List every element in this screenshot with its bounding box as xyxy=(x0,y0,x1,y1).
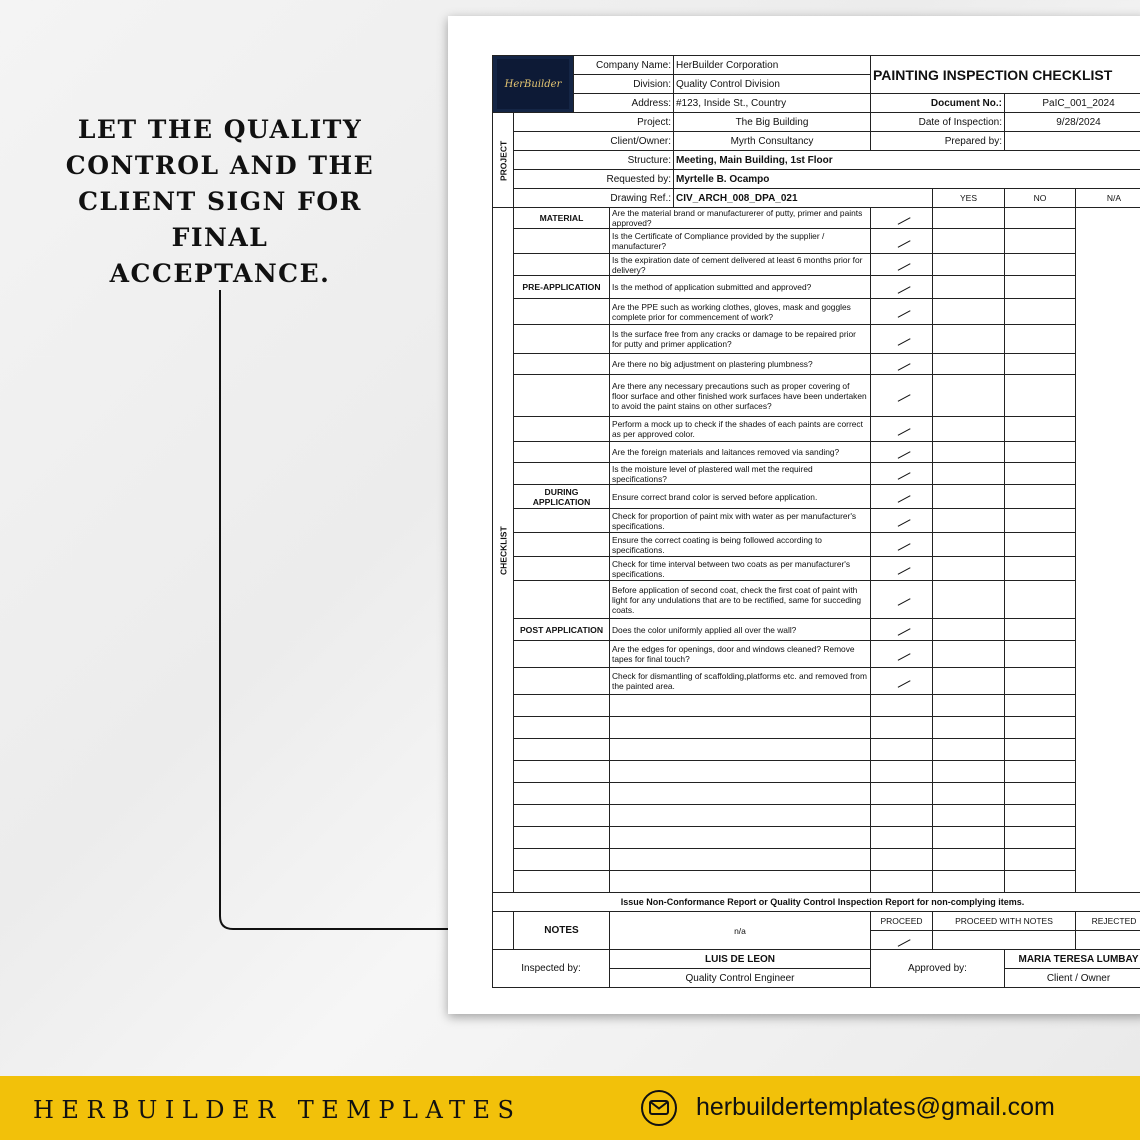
na-checkbox[interactable] xyxy=(1005,717,1076,739)
empty-item-cell[interactable] xyxy=(610,761,871,783)
empty-category-cell xyxy=(514,849,610,871)
date-label: Date of Inspection: xyxy=(871,113,1005,132)
check-mark-icon xyxy=(893,535,910,550)
rejected-label: REJECTED xyxy=(1076,912,1140,931)
checklist-category: MATERIAL xyxy=(514,208,610,229)
no-checkbox[interactable] xyxy=(933,805,1005,827)
inspection-form xyxy=(492,55,1140,988)
no-checkbox[interactable] xyxy=(933,827,1005,849)
empty-category-cell xyxy=(514,805,610,827)
checklist-empty-row xyxy=(493,739,1140,761)
no-checkbox[interactable] xyxy=(933,463,1005,485)
checklist-row xyxy=(493,581,1140,619)
check-mark-icon xyxy=(893,645,910,660)
inspector-name: LUIS DE LEON xyxy=(610,950,871,969)
check-mark-icon xyxy=(893,386,910,401)
checklist-empty-row xyxy=(493,761,1140,783)
proceed-notes-label: PROCEED WITH NOTES xyxy=(933,912,1076,931)
check-mark-icon xyxy=(893,559,910,574)
no-checkbox[interactable] xyxy=(933,325,1005,354)
check-mark-icon xyxy=(893,232,910,247)
checklist-item-text: Are the PPE such as working clothes, gloves, mask and goggles complete prior for commencement of work? xyxy=(610,299,871,325)
no-checkbox[interactable] xyxy=(933,761,1005,783)
approver-role: Client / Owner xyxy=(1005,969,1140,988)
no-checkbox[interactable] xyxy=(933,442,1005,463)
yes-checkbox[interactable] xyxy=(871,325,933,354)
na-checkbox[interactable] xyxy=(1005,254,1076,276)
na-checkbox[interactable] xyxy=(1005,375,1076,417)
checklist-row xyxy=(493,463,1140,485)
na-checkbox[interactable] xyxy=(1005,417,1076,442)
checklist-category xyxy=(514,641,610,668)
client-value: Myrth Consultancy xyxy=(674,132,871,151)
division-value: Quality Control Division xyxy=(674,75,871,94)
company-value: HerBuilder Corporation xyxy=(674,56,871,75)
na-checkbox[interactable] xyxy=(1005,849,1076,871)
na-checkbox[interactable] xyxy=(1005,276,1076,299)
checklist-item-text: Are there no big adjustment on plastering plumbness? xyxy=(610,354,871,375)
checklist-row xyxy=(493,354,1140,375)
check-mark-icon xyxy=(893,590,910,605)
proceed-label: PROCEED xyxy=(871,912,933,931)
checklist-item-text: Before application of second coat, check the first coat of paint with light for any undulations that are to be rectified, same for succeding coats. xyxy=(610,581,871,619)
no-checkbox[interactable] xyxy=(933,619,1005,641)
drawing-value: CIV_ARCH_008_DPA_021 xyxy=(674,189,933,208)
checklist-row xyxy=(493,254,1140,276)
na-checkbox[interactable] xyxy=(1005,668,1076,695)
proceed-checkbox[interactable] xyxy=(871,931,933,950)
yes-checkbox[interactable] xyxy=(871,354,933,375)
no-checkbox[interactable] xyxy=(933,849,1005,871)
checklist-category xyxy=(514,463,610,485)
checklist-item-text: Is the Certificate of Compliance provided by the supplier / manufacturer? xyxy=(610,229,871,254)
checklist-item-text: Is the surface free from any cracks or damage to be repaired prior for putty and primer application? xyxy=(610,325,871,354)
proceed-notes-checkbox[interactable] xyxy=(933,931,1076,950)
no-checkbox[interactable] xyxy=(933,739,1005,761)
yes-checkbox[interactable] xyxy=(871,417,933,442)
prepared-label: Prepared by: xyxy=(871,132,1005,151)
check-mark-icon xyxy=(893,511,910,526)
section-checklist: CHECKLIST xyxy=(493,208,514,893)
check-mark-icon xyxy=(893,302,910,317)
project-value: The Big Building xyxy=(674,113,871,132)
callout-line: ACCEPTANCE. xyxy=(109,259,331,288)
checklist-row xyxy=(493,299,1140,325)
checklist-category xyxy=(514,533,610,557)
no-checkbox[interactable] xyxy=(933,354,1005,375)
no-checkbox[interactable] xyxy=(933,208,1005,229)
empty-category-cell xyxy=(514,695,610,717)
checklist-category xyxy=(514,509,610,533)
checklist-item-text: Ensure the correct coating is being followed according to specifications. xyxy=(610,533,871,557)
na-checkbox[interactable] xyxy=(1005,805,1076,827)
mail-icon xyxy=(641,1090,677,1126)
inspector-role: Quality Control Engineer xyxy=(610,969,871,988)
no-checkbox[interactable] xyxy=(933,485,1005,509)
yes-checkbox[interactable] xyxy=(871,299,933,325)
yes-checkbox[interactable] xyxy=(871,509,933,533)
checklist-row xyxy=(493,375,1140,417)
check-mark-icon xyxy=(893,255,910,270)
na-checkbox[interactable] xyxy=(1005,325,1076,354)
check-mark-icon xyxy=(893,278,910,293)
yes-checkbox[interactable] xyxy=(871,668,933,695)
structure-label: Structure: xyxy=(514,151,674,170)
no-checkbox[interactable] xyxy=(933,254,1005,276)
callout-line: CONTROL AND THE xyxy=(65,151,375,180)
no-checkbox[interactable] xyxy=(933,871,1005,893)
checklist-empty-row xyxy=(493,871,1140,893)
checklist-row xyxy=(493,668,1140,695)
checklist-row xyxy=(493,442,1140,463)
checklist-row xyxy=(493,509,1140,533)
docno-value: PaIC_001_2024 xyxy=(1005,94,1140,113)
no-checkbox[interactable] xyxy=(933,641,1005,668)
checklist-item-text: Is the expiration date of cement delivered at least 6 months prior for delivery? xyxy=(610,254,871,276)
na-checkbox[interactable] xyxy=(1005,871,1076,893)
approved-label: Approved by: xyxy=(871,950,1005,988)
col-no: NO xyxy=(1005,189,1076,208)
no-checkbox[interactable] xyxy=(933,417,1005,442)
checklist-category xyxy=(514,668,610,695)
checklist-row xyxy=(493,276,1140,299)
checklist-empty-row xyxy=(493,717,1140,739)
checklist-empty-row xyxy=(493,695,1140,717)
yes-checkbox[interactable] xyxy=(871,739,933,761)
no-checkbox[interactable] xyxy=(933,229,1005,254)
checklist-category xyxy=(514,442,610,463)
empty-category-cell xyxy=(514,827,610,849)
checklist-row xyxy=(493,325,1140,354)
check-mark-icon xyxy=(893,355,910,370)
no-checkbox[interactable] xyxy=(933,299,1005,325)
na-checkbox[interactable] xyxy=(1005,354,1076,375)
checklist-item-text: Check for time interval between two coats as per manufacturer's specifications. xyxy=(610,557,871,581)
na-checkbox[interactable] xyxy=(1005,442,1076,463)
drawing-label: Drawing Ref.: xyxy=(514,189,674,208)
yes-checkbox[interactable] xyxy=(871,485,933,509)
no-checkbox[interactable] xyxy=(933,276,1005,299)
yes-checkbox[interactable] xyxy=(871,442,933,463)
checklist-item-text: Check for proportion of paint mix with water as per manufacturer's specifications. xyxy=(610,509,871,533)
checklist-category xyxy=(514,557,610,581)
checklist-row xyxy=(493,485,1140,509)
check-mark-icon xyxy=(893,464,910,479)
no-checkbox[interactable] xyxy=(933,509,1005,533)
empty-category-cell xyxy=(514,783,610,805)
checklist-item-text: Ensure correct brand color is served before application. xyxy=(610,485,871,509)
check-mark-icon xyxy=(893,330,910,345)
requested-label: Requested by: xyxy=(514,170,674,189)
empty-item-cell[interactable] xyxy=(610,805,871,827)
checklist-item-text: Are the foreign materials and laitances removed via sanding? xyxy=(610,442,871,463)
document-sheet xyxy=(448,16,1140,1014)
empty-item-cell[interactable] xyxy=(610,849,871,871)
section-project: PROJECT xyxy=(493,113,514,208)
yes-checkbox[interactable] xyxy=(871,581,933,619)
checklist-category xyxy=(514,375,610,417)
na-checkbox[interactable] xyxy=(1005,229,1076,254)
callout-line: LET THE QUALITY xyxy=(77,115,363,144)
yes-checkbox[interactable] xyxy=(871,229,933,254)
check-mark-icon xyxy=(893,620,910,635)
check-mark-icon xyxy=(893,487,910,502)
yes-checkbox[interactable] xyxy=(871,717,933,739)
checklist-empty-row xyxy=(493,783,1140,805)
yes-checkbox[interactable] xyxy=(871,557,933,581)
checklist-category xyxy=(514,229,610,254)
client-label: Client/Owner: xyxy=(514,132,674,151)
checklist-category xyxy=(514,325,610,354)
checklist-item-text: Does the color uniformly applied all over the wall? xyxy=(610,619,871,641)
na-checkbox[interactable] xyxy=(1005,208,1076,229)
checklist-item-text: Perform a mock up to check if the shades of each paints are correct as per approved color. xyxy=(610,417,871,442)
yes-checkbox[interactable] xyxy=(871,641,933,668)
empty-category-cell xyxy=(514,717,610,739)
empty-category-cell xyxy=(514,761,610,783)
rejected-checkbox[interactable] xyxy=(1076,931,1140,950)
yes-checkbox[interactable] xyxy=(871,463,933,485)
no-checkbox[interactable] xyxy=(933,668,1005,695)
check-mark-icon xyxy=(893,672,910,687)
checklist-empty-row xyxy=(493,827,1140,849)
brand-name: HERBUILDER TEMPLATES xyxy=(33,1096,522,1124)
callout-line: FINAL xyxy=(171,223,269,252)
email-link[interactable]: herbuildertemplates@gmail.com xyxy=(696,1093,1055,1121)
na-checkbox[interactable] xyxy=(1005,695,1076,717)
checklist-category xyxy=(514,254,610,276)
checklist-item-text: Is the method of application submitted and approved? xyxy=(610,276,871,299)
yes-checkbox[interactable] xyxy=(871,254,933,276)
checklist-category xyxy=(514,417,610,442)
empty-item-cell[interactable] xyxy=(610,717,871,739)
checklist-empty-row xyxy=(493,805,1140,827)
check-mark-icon xyxy=(893,209,910,224)
checklist-category: PRE-APPLICATION xyxy=(514,276,610,299)
checklist-category xyxy=(514,581,610,619)
approver-name: MARIA TERESA LUMBAY xyxy=(1005,950,1140,969)
checklist-row xyxy=(493,417,1140,442)
yes-checkbox[interactable] xyxy=(871,208,933,229)
na-checkbox[interactable] xyxy=(1005,619,1076,641)
check-mark-icon xyxy=(893,931,910,946)
no-checkbox[interactable] xyxy=(933,533,1005,557)
requested-value: Myrtelle B. Ocampo xyxy=(674,170,1140,189)
footer-band xyxy=(0,1076,1140,1140)
date-value: 9/28/2024 xyxy=(1005,113,1140,132)
na-checkbox[interactable] xyxy=(1005,581,1076,619)
check-mark-icon xyxy=(893,443,910,458)
company-logo xyxy=(493,56,574,113)
checklist-category: DURING APPLICATION xyxy=(514,485,610,509)
no-checkbox[interactable] xyxy=(933,557,1005,581)
na-checkbox[interactable] xyxy=(1005,557,1076,581)
yes-checkbox[interactable] xyxy=(871,375,933,417)
checklist-category: POST APPLICATION xyxy=(514,619,610,641)
no-checkbox[interactable] xyxy=(933,375,1005,417)
na-checkbox[interactable] xyxy=(1005,533,1076,557)
yes-checkbox[interactable] xyxy=(871,827,933,849)
empty-item-cell[interactable] xyxy=(610,739,871,761)
checklist-item-text: Are the edges for openings, door and windows cleaned? Remove tapes for final touch? xyxy=(610,641,871,668)
checklist-item-text: Are there any necessary precautions such as proper covering of floor surface and other finished work surfaces have been undertaken to avoid the paint stains on other surfaces? xyxy=(610,375,871,417)
callout-line: CLIENT SIGN FOR xyxy=(78,187,362,216)
na-checkbox[interactable] xyxy=(1005,761,1076,783)
notes-label: NOTES xyxy=(514,912,610,950)
callout-arrow-icon xyxy=(0,0,470,940)
checklist-body xyxy=(493,208,1140,893)
checklist-row xyxy=(493,619,1140,641)
inspected-label: Inspected by: xyxy=(493,950,610,988)
address-value: #123, Inside St., Country xyxy=(674,94,871,113)
form-title: PAINTING INSPECTION CHECKLIST xyxy=(871,56,1140,94)
checklist-row xyxy=(493,557,1140,581)
checklist-item-text: Is the moisture level of plastered wall met the required specifications? xyxy=(610,463,871,485)
checklist-item-text: Check for dismantling of scaffolding,platforms etc. and removed from the painted area. xyxy=(610,668,871,695)
yes-checkbox[interactable] xyxy=(871,849,933,871)
yes-checkbox[interactable] xyxy=(871,805,933,827)
na-checkbox[interactable] xyxy=(1005,783,1076,805)
no-checkbox[interactable] xyxy=(933,717,1005,739)
structure-value: Meeting, Main Building, 1st Floor xyxy=(674,151,1140,170)
checklist-item-text: Are the material brand or manufacturerer of putty, primer and paints approved? xyxy=(610,208,871,229)
no-checkbox[interactable] xyxy=(933,581,1005,619)
empty-item-cell[interactable] xyxy=(610,783,871,805)
company-label: Company Name: xyxy=(574,56,674,75)
notes-value: n/a xyxy=(610,912,871,950)
logo-text: HerBuilder xyxy=(504,78,562,90)
checklist-row xyxy=(493,208,1140,229)
yes-checkbox[interactable] xyxy=(871,695,933,717)
checklist-row xyxy=(493,641,1140,668)
no-checkbox[interactable] xyxy=(933,783,1005,805)
no-checkbox[interactable] xyxy=(933,695,1005,717)
col-yes: YES xyxy=(933,189,1005,208)
checklist-category xyxy=(514,299,610,325)
yes-checkbox[interactable] xyxy=(871,871,933,893)
na-checkbox[interactable] xyxy=(1005,299,1076,325)
na-checkbox[interactable] xyxy=(1005,463,1076,485)
yes-checkbox[interactable] xyxy=(871,276,933,299)
division-label: Division: xyxy=(574,75,674,94)
empty-item-cell[interactable] xyxy=(610,871,871,893)
na-checkbox[interactable] xyxy=(1005,739,1076,761)
checklist-row xyxy=(493,533,1140,557)
prepared-value xyxy=(1005,132,1140,151)
empty-item-cell[interactable] xyxy=(610,695,871,717)
col-na: N/A xyxy=(1076,189,1140,208)
na-checkbox[interactable] xyxy=(1005,509,1076,533)
docno-label: Document No.: xyxy=(871,94,1005,113)
yes-checkbox[interactable] xyxy=(871,619,933,641)
na-checkbox[interactable] xyxy=(1005,827,1076,849)
project-label: Project: xyxy=(514,113,674,132)
empty-category-cell xyxy=(514,871,610,893)
checklist-category xyxy=(514,354,610,375)
check-mark-icon xyxy=(893,420,910,435)
yes-checkbox[interactable] xyxy=(871,533,933,557)
yes-checkbox[interactable] xyxy=(871,761,933,783)
issue-note: Issue Non-Conformance Report or Quality Control Inspection Report for non-complying items. xyxy=(493,893,1140,912)
empty-item-cell[interactable] xyxy=(610,827,871,849)
na-checkbox[interactable] xyxy=(1005,641,1076,668)
checklist-empty-row xyxy=(493,849,1140,871)
na-checkbox[interactable] xyxy=(1005,485,1076,509)
empty-category-cell xyxy=(514,739,610,761)
yes-checkbox[interactable] xyxy=(871,783,933,805)
checklist-row xyxy=(493,229,1140,254)
address-label: Address: xyxy=(574,94,674,113)
